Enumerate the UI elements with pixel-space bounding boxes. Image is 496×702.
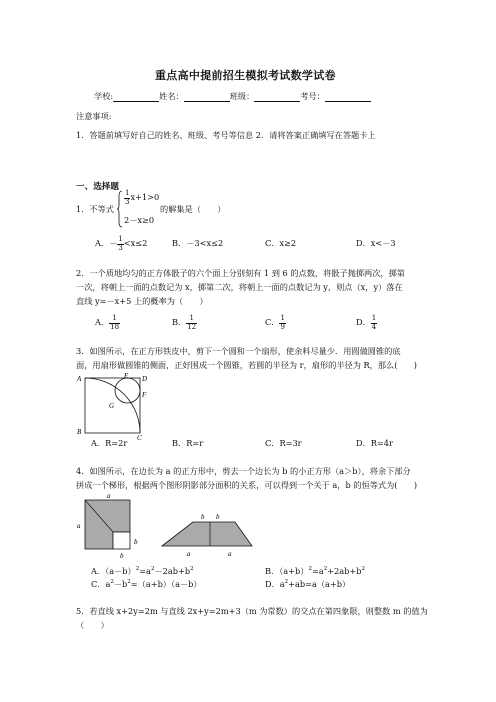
q1-stem: 1．不等式 — [76, 204, 114, 214]
q2-line-3: 直线 y=－x+5 上的概率为（ ） — [76, 296, 208, 306]
name-blank[interactable] — [184, 92, 230, 102]
q4-line-2: 拼成一个梯形，根据两个图形阴影部分面积的关系，可以得到一个关于 a，b 的恒等式为( ) — [76, 480, 418, 490]
q4-option-a-exp-1: 2 — [135, 566, 140, 572]
q4-label-a-top: a — [107, 492, 111, 500]
q4-label-b-right: b — [134, 538, 138, 546]
q4-option-b-part-1: B．（a+b） — [265, 566, 309, 576]
q3-label-c: C — [137, 434, 142, 440]
q4-option-b-exp-2: 2 — [323, 566, 328, 572]
q5-line-2: （ ） — [76, 620, 109, 630]
q1-ineq-1 — [124, 190, 159, 206]
q4-option-b[interactable] — [265, 566, 365, 577]
q3-line-1: 3．如图所示，在正方形铁皮中，剪下一个圆和一个扇形，使余料尽量少．用圆做圆锥的底 — [76, 346, 401, 356]
q3-line-2: 面，用扇形做圆锥的侧面，正好围成一个圆锥，若圆的半径为 r，扇形的半径为 R，那么( ) — [76, 360, 417, 370]
q2-option-b-label: B． — [172, 317, 187, 327]
q4-option-c-exp-1: 2 — [110, 579, 114, 585]
q4-option-c-part-1: C．a — [91, 579, 111, 589]
q4-option-d-exp-1: 2 — [284, 579, 289, 585]
q4-label-b-bottom: b — [120, 552, 124, 560]
q4-label-a-left: a — [77, 522, 81, 530]
q3-circle — [115, 378, 140, 403]
q5-line-1: 5．若直线 x+2y=2m 与直线 2x+y=2m+3（m 为常数）的交点在第四象限，则整数 m 的值为 — [76, 606, 428, 616]
q4-option-a-exp-3: 2 — [190, 566, 194, 572]
q2-option-b-frac: $\frac{1}{12}$ — [187, 314, 197, 331]
q4-option-a-exp-2: 2 — [150, 566, 155, 572]
info-line — [94, 91, 371, 102]
q2-option-c-label: C． — [265, 317, 280, 327]
q3-label-f: F — [142, 391, 147, 399]
q4-option-b-part-3: +2ab+b — [327, 566, 362, 576]
q4-option-d[interactable] — [265, 579, 350, 590]
q2-option-d[interactable] — [356, 315, 377, 331]
class-blank[interactable] — [254, 92, 300, 102]
q4-option-a[interactable] — [91, 566, 194, 577]
q4-option-d-part-2: +ab=a（a+b） — [288, 579, 351, 589]
q1-option-b[interactable]: B．－3<x≤2 — [172, 238, 224, 248]
q3-label-e: E — [124, 372, 129, 380]
q3-option-c[interactable]: C．R=3r — [265, 438, 302, 448]
q4-option-b-exp-1: 2 — [308, 566, 312, 572]
name-label: 姓名： — [159, 91, 184, 101]
q2-option-a-label: A． — [95, 317, 110, 327]
q3-option-b[interactable]: B．R=r — [172, 438, 204, 448]
q4-label-a-trap-1: a — [187, 550, 191, 558]
q3-label-g: G — [109, 402, 115, 410]
exam-no-blank[interactable] — [325, 92, 371, 102]
q1-tail: 的解集是（ ） — [160, 204, 226, 214]
q4-option-c-exp-2: 2 — [127, 579, 131, 585]
q1-option-a-frac: $\frac{1}{3}$ — [118, 235, 123, 252]
section-title: 一、选择题 — [76, 182, 119, 192]
q4-option-a-part-1: A．（a－b） — [91, 566, 136, 576]
q1-option-c[interactable]: C．x≥2 — [265, 238, 297, 248]
q4-option-d-part-1: D．a — [265, 579, 285, 589]
notice-line-1: 1．答题前填写好自己的姓名、班级、考号等信息 2．请将答案正确填写在答题卡上 — [76, 130, 376, 140]
q2-line-1: 2．一个质地均匀的正方体骰子的六个面上分别刻有 1 到 6 的点数，将骰子抛掷两次，掷第 — [76, 268, 405, 278]
q1-option-a-pre: － — [109, 238, 118, 248]
q1-option-d[interactable]: D．x<－3 — [356, 238, 396, 248]
q2-option-c-frac: $\frac{1}{9}$ — [280, 314, 285, 331]
q4-option-c-part-3: =（a+b）（a－b） — [130, 579, 202, 589]
q4-line-1: 4．如图所示，在边长为 a 的正方形中，剪去一个边长为 b 的小正方形（a＞b），将余下部分 — [76, 466, 411, 476]
q4-option-b-part-2: =a — [311, 566, 324, 576]
exam-no-label: 考号： — [300, 91, 325, 101]
q2-option-a[interactable] — [95, 315, 120, 331]
q2-line-2: 一次，将朝上一面的点数记为 x，掷第二次，将朝上一面的点数记为 y，则点（x，y）落在 — [76, 282, 403, 292]
q2-option-d-label: D． — [356, 317, 371, 327]
q1-ineq-1-frac: $\frac{1}{3}$ — [125, 189, 130, 206]
q1-option-a[interactable] — [95, 236, 147, 252]
q2-option-d-frac: $\frac{1}{4}$ — [371, 314, 377, 331]
q4-cut-square — [113, 532, 130, 549]
q4-label-b-trap-1: b — [201, 513, 205, 521]
q3-label-a: A — [77, 375, 82, 383]
q1-option-a-post: <x≤2 — [123, 238, 148, 248]
school-label: 学校: — [94, 91, 114, 101]
q4-trapezoid — [162, 522, 252, 546]
class-label: 班级： — [229, 91, 255, 101]
notice-title: 注意事项: — [76, 111, 112, 121]
q4-option-a-part-2: =a — [139, 566, 151, 576]
q1-option-a-label: A． — [95, 238, 110, 248]
q4-label-a-trap-2: a — [228, 550, 232, 558]
q3-option-d[interactable]: D．R=4r — [356, 438, 393, 448]
q2-option-c[interactable] — [265, 315, 286, 331]
page-title: 重点高中提前招生模拟考试数学试卷 — [155, 69, 336, 82]
q4-option-c-part-2: －b — [113, 579, 128, 589]
q1-ineq-2: 2－x≥0 — [124, 215, 155, 225]
q3-label-b: B — [77, 428, 82, 436]
q3-label-d: D — [142, 375, 148, 383]
q4-option-c[interactable] — [91, 579, 202, 590]
q4-option-a-part-3: －2ab+b — [154, 566, 191, 576]
school-blank[interactable] — [113, 92, 159, 102]
q3-figure — [76, 372, 176, 440]
q2-option-b[interactable] — [172, 315, 197, 331]
q4-label-b-trap-2: b — [216, 513, 220, 521]
q1-ineq-1-rest: x+1>0 — [130, 192, 160, 202]
q3-option-a[interactable]: A．R=2r — [91, 438, 128, 448]
q2-option-a-frac: $\frac{1}{18}$ — [110, 314, 120, 331]
q4-figure — [76, 490, 256, 565]
system-brace — [117, 190, 123, 228]
q4-option-b-exp-3: 2 — [361, 566, 366, 572]
